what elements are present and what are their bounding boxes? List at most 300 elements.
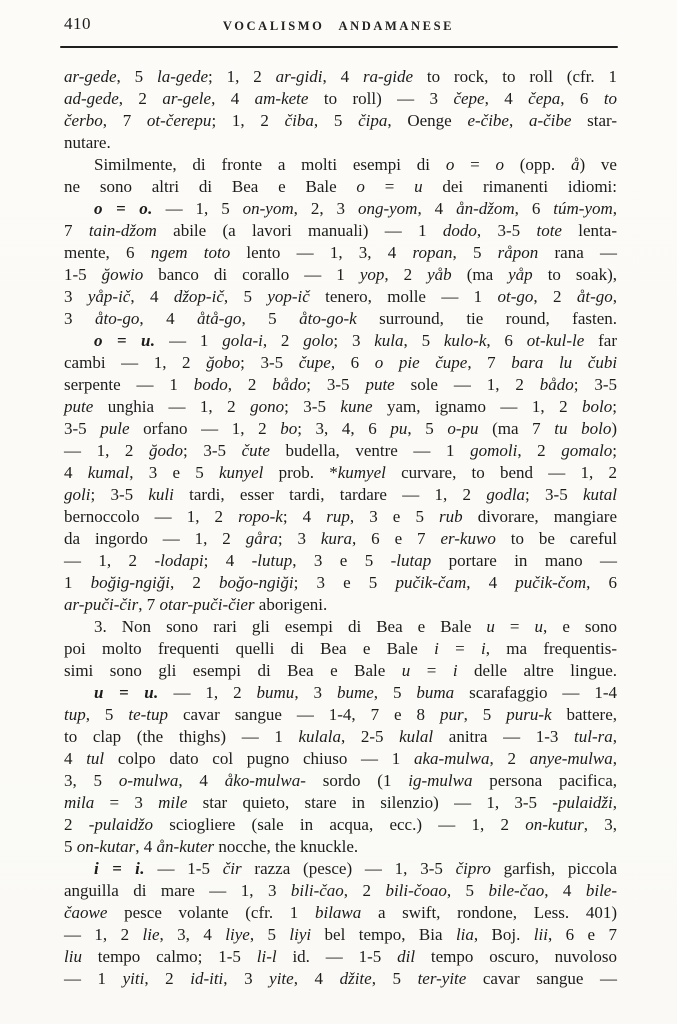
text-run: , 4 [417, 199, 457, 218]
text-run: = [438, 639, 482, 658]
text-run: scarafaggio — 1-4 [454, 683, 617, 702]
text-run: 3 [64, 287, 88, 306]
text-run: , 6 e 7 [352, 529, 441, 548]
native-term: liye [225, 925, 250, 944]
native-term: dil [397, 947, 416, 966]
text-run: — 1, 5 [152, 199, 243, 218]
text-run: to soak), [532, 265, 618, 284]
native-term: ar-gele [162, 89, 212, 108]
text-line [64, 352, 617, 374]
text-run: 1-5 [64, 265, 102, 284]
text-run: lento — 1, 3, 4 [230, 243, 413, 262]
text-run: star- [571, 111, 618, 130]
native-term: ån-kuter [156, 837, 215, 856]
text-run: ; 3-5 [90, 485, 149, 504]
native-term: džop-ič [173, 287, 224, 306]
text-run: tardi, esser tardi, tardare — 1, 2 [173, 485, 487, 504]
text-line [64, 220, 617, 242]
text-line [64, 814, 617, 836]
text-run: sciogliere (sale in acqua, ecc.) — 1, 2 [152, 815, 526, 834]
native-term: yåb [427, 265, 452, 284]
text-run: , 2, 3 [293, 199, 358, 218]
text-line [64, 660, 617, 682]
native-term: yop-ič [267, 287, 310, 306]
native-term: yop [359, 265, 385, 284]
text-run: , 5 [407, 419, 448, 438]
native-term: ngem toto [150, 243, 231, 262]
native-term: ot-kul-le [526, 331, 585, 350]
text-line [64, 682, 617, 704]
text-run: , 3 e 5 [129, 463, 219, 482]
text-run: , 6 [560, 89, 604, 108]
text-run: , 5 [116, 67, 158, 86]
native-term: čupe [298, 353, 331, 372]
native-term: pur [439, 705, 464, 724]
text-run: da ingordo — 1, 2 [64, 529, 246, 548]
text-run: to be careful [495, 529, 617, 548]
text-line [64, 748, 617, 770]
text-run: nutare. [64, 133, 111, 152]
text-run: cambi — 1, 2 [64, 353, 207, 372]
text-run: surround, tie round, fasten. [356, 309, 618, 328]
native-term: dodo [442, 221, 477, 240]
native-term: bådo [539, 375, 574, 394]
text-run: ; 1, 2 [208, 67, 276, 86]
native-term: čir [222, 859, 242, 878]
text-run: orfano — 1, 2 [129, 419, 281, 438]
native-term: džite [339, 969, 372, 988]
text-run: Similmente, di fronte a molti esempi di [94, 155, 446, 174]
native-term: ar-gede [64, 67, 117, 86]
native-term: kura [320, 529, 353, 548]
text-line [64, 792, 617, 814]
text-run: ne sono altri di Bea e Bale [64, 177, 357, 196]
native-term: ra-gide [362, 67, 413, 86]
text-run: 4 [64, 749, 87, 768]
native-term: godla [486, 485, 526, 504]
text-run: divorare, mangiare [462, 507, 617, 526]
text-run: banco di corallo — 1 [143, 265, 360, 284]
text-run: = 3 [94, 793, 159, 812]
text-run: lenta- [561, 221, 617, 240]
text-run: , 4 [135, 837, 157, 856]
text-run: , 5 [446, 881, 489, 900]
native-term: bilawa [314, 903, 362, 922]
native-term: ar-puči-čir [64, 595, 139, 614]
text-run: , e sono [543, 617, 618, 636]
text-run: , 3 [223, 969, 270, 988]
native-term: pute [365, 375, 395, 394]
text-run: , 5 [463, 705, 507, 724]
native-term: pučik-čam [395, 573, 467, 592]
text-run: serpente — 1 [64, 375, 194, 394]
text-run: yam, ignamo — 1, 2 [372, 397, 583, 416]
text-line [64, 594, 617, 616]
text-run: , 6 [514, 199, 554, 218]
text-run: 3. Non sono rari gli esempi di Bea e Bale [94, 617, 487, 636]
native-term: pučik-čom [515, 573, 587, 592]
text-run: , 2 [517, 441, 562, 460]
text-run: — 1, 2 [64, 551, 155, 570]
text-line [64, 308, 617, 330]
native-term: u [486, 617, 495, 636]
text-run: ; 4 [282, 507, 327, 526]
text-run: — 1, 2 [64, 441, 150, 460]
native-term: bumu [256, 683, 295, 702]
text-run: poi molto frequenti quelli di Bea e Bale [64, 639, 435, 658]
native-term: lii [533, 925, 548, 944]
native-term: ad-gede [64, 89, 119, 108]
text-run: to rock, to roll (cfr. 1 [412, 67, 618, 86]
text-run: , 5 [452, 243, 498, 262]
text-run: = [494, 617, 535, 636]
native-term: mile [158, 793, 188, 812]
native-term: pute [64, 397, 94, 416]
text-run: ; [612, 397, 617, 416]
text-run: , 2 [227, 375, 273, 394]
native-term: -lutap [390, 551, 432, 570]
text-run: ; 3 [333, 331, 375, 350]
native-term: -pulaidžo [88, 815, 153, 834]
text-run: anguilla di mare — 1, 3 [64, 881, 291, 900]
text-run: pesce volante (cfr. 1 [107, 903, 315, 922]
text-run: , 4 [484, 89, 529, 108]
text-line [64, 264, 617, 286]
text-run: , [612, 749, 617, 768]
native-term: čiba [284, 111, 314, 130]
native-term: bili-čoao [385, 881, 447, 900]
text-line [64, 528, 617, 550]
native-term: yiti [122, 969, 145, 988]
text-run: , 3-5 [476, 221, 537, 240]
text-run: curvare, to bend — 1, 2 [385, 463, 617, 482]
text-run: far [584, 331, 617, 350]
text-run: , Boj. [473, 925, 534, 944]
correspondence-heading: i = i. [94, 859, 145, 878]
text-run: , 3 [294, 683, 337, 702]
native-term: a-čibe [528, 111, 572, 130]
text-run: 3 [64, 309, 95, 328]
text-run: = [454, 155, 496, 174]
native-term: on-kutur [525, 815, 584, 834]
text-line [64, 88, 617, 110]
text-run: anitra — 1-3 [433, 727, 575, 746]
native-term: ot-go [497, 287, 534, 306]
native-term: čepe [453, 89, 485, 108]
text-run: ; 3-5 [525, 485, 583, 504]
native-term: puru-k [506, 705, 552, 724]
text-run: (ma [451, 265, 509, 284]
text-run: , 7 [102, 111, 147, 130]
text-run: , 2-5 [340, 727, 400, 746]
text-run: , 4 [322, 67, 363, 86]
native-term: bume [336, 683, 374, 702]
native-term: -lutup [251, 551, 293, 570]
page-number: 410 [64, 14, 91, 33]
text-line [64, 110, 617, 132]
text-line [64, 66, 617, 88]
native-term: čaowe [64, 903, 108, 922]
native-term: čipa [358, 111, 388, 130]
native-term: boğo-ngiği [219, 573, 294, 592]
text-line [64, 946, 617, 968]
native-term: la-gede [157, 67, 208, 86]
native-term: yåp [508, 265, 533, 284]
text-run: , 5 [85, 705, 129, 724]
native-term: u [401, 661, 411, 680]
native-term: ğodo [149, 441, 184, 460]
text-line [64, 506, 617, 528]
text-run: , 4 [466, 573, 516, 592]
text-run: , 4 [293, 969, 340, 988]
text-run: a swift, rondone, Less. 401) [361, 903, 617, 922]
text-line [64, 484, 617, 506]
text-run: , 2 [169, 573, 220, 592]
native-term: čute [241, 441, 270, 460]
page-body [64, 66, 617, 990]
text-run: star quieto, stare in silenzio) — 1, 3-5 [187, 793, 553, 812]
text-run: garfish, piccola [490, 859, 618, 878]
native-term: gola-i [222, 331, 263, 350]
native-term: bådo [272, 375, 307, 394]
text-run: 1 [64, 573, 91, 592]
native-term: anye-mulwa [529, 749, 613, 768]
text-run: 7 [64, 221, 89, 240]
text-run: , 4 [139, 309, 198, 328]
native-term: bile- [585, 881, 618, 900]
text-line [64, 462, 617, 484]
native-term: kunyel [219, 463, 264, 482]
text-run: , 5 [403, 331, 444, 350]
text-run: delle altre lingue. [457, 661, 617, 680]
native-term: ig-mulwa [408, 771, 473, 790]
text-run: 4 [64, 463, 88, 482]
native-term: id-iti [190, 969, 224, 988]
text-run: ; 4 [203, 551, 252, 570]
text-line [64, 770, 617, 792]
text-run: ; 3-5 [284, 397, 341, 416]
text-run: ; 3, 4, 6 [297, 419, 391, 438]
text-run: (ma 7 [478, 419, 555, 438]
native-term: tu bolo [554, 419, 612, 438]
text-run: , 2 [489, 749, 530, 768]
text-run: , 5 [373, 683, 417, 702]
native-term: ğobo [206, 353, 241, 372]
text-run: bernoccolo — 1, 2 [64, 507, 239, 526]
text-run: bel tempo, Bia [311, 925, 456, 944]
text-run: battere, [551, 705, 617, 724]
text-run: , 6 [486, 331, 527, 350]
text-run: prob. * [263, 463, 338, 482]
native-term: kulala [298, 727, 341, 746]
text-line [64, 726, 617, 748]
native-term: ot-čerepu [146, 111, 212, 130]
text-run: 2 [64, 815, 89, 834]
text-run: , 5 [223, 287, 268, 306]
text-run: , Oenge [387, 111, 468, 130]
text-run: simi sono gli esempi di Bea e Bale [64, 661, 402, 680]
native-term: ån-džom [456, 199, 515, 218]
native-term: golo [303, 331, 334, 350]
text-run: cavar sangue — [466, 969, 618, 988]
text-run: dei rimanenti idiomi: [422, 177, 617, 196]
native-term: te-tup [128, 705, 169, 724]
text-run: ; 3-5 [573, 375, 618, 394]
native-term: bara lu čubi [511, 353, 618, 372]
text-run: , 3 e 5 [349, 507, 440, 526]
native-term: -pulaidži [552, 793, 613, 812]
text-line [64, 968, 617, 990]
text-run: , 3, 4 [159, 925, 226, 944]
text-run: , ma frequentis- [485, 639, 617, 658]
text-run: , 5 [371, 969, 418, 988]
text-run: persona pacifica, [472, 771, 617, 790]
native-term: ropan [412, 243, 453, 262]
native-term: yåp-ič [87, 287, 131, 306]
text-run: mente, 6 [64, 243, 151, 262]
native-term: mila [64, 793, 95, 812]
correspondence-heading: o = o. [94, 199, 153, 218]
native-term: gomoli [470, 441, 518, 460]
native-term: ropo-k [238, 507, 283, 526]
native-term: kumyel [337, 463, 386, 482]
native-term: bodo [193, 375, 228, 394]
text-run: 3, 5 [64, 771, 119, 790]
text-run: , [612, 287, 618, 306]
text-line [64, 418, 617, 440]
text-line [64, 132, 617, 154]
text-run: to roll) — 3 [308, 89, 454, 108]
text-line [64, 858, 617, 880]
native-term: bili-čao [290, 881, 344, 900]
text-run: , 6 e 7 [547, 925, 618, 944]
native-term: tul-ra [574, 727, 613, 746]
text-run: ; 3-5 [240, 353, 299, 372]
text-line [64, 550, 617, 572]
text-run: — 1 [155, 331, 223, 350]
text-run: aborigeni. [254, 595, 328, 614]
native-term: i [434, 639, 439, 658]
text-run: , 3, [583, 815, 618, 834]
text-run: , 4 [211, 89, 255, 108]
text-line [64, 330, 617, 352]
correspondence-heading: o = u. [94, 331, 156, 350]
native-term: on-yom [242, 199, 294, 218]
text-run: sole — 1, 2 [394, 375, 540, 394]
text-run: , [612, 727, 617, 746]
text-run: , 5 [241, 309, 300, 328]
native-term: kulo-k [443, 331, 487, 350]
text-run: to clap (the thighs) — 1 [64, 727, 299, 746]
native-term: liyi [289, 925, 312, 944]
native-term: lia [455, 925, 474, 944]
text-run: , 6 [586, 573, 617, 592]
native-term: goli [64, 485, 91, 504]
text-run: , 4 [130, 287, 174, 306]
native-term: pu [390, 419, 408, 438]
text-run: , 2 [262, 331, 304, 350]
text-line [64, 880, 617, 902]
text-run: (opp. [503, 155, 571, 174]
native-term: råpon [497, 243, 539, 262]
native-term: ar-gidi [275, 67, 323, 86]
native-term: ğowio [101, 265, 144, 284]
native-term: rup [326, 507, 350, 526]
native-term: tain-džom [88, 221, 157, 240]
text-run: — 1 [64, 969, 123, 988]
native-term: bo [280, 419, 298, 438]
native-term: to [603, 89, 618, 108]
text-run: ) [611, 419, 617, 438]
native-term: am-kete [254, 89, 309, 108]
native-term: e-čibe [467, 111, 509, 130]
native-term: kumal [87, 463, 130, 482]
text-line [64, 836, 617, 858]
native-term: ong-yom [357, 199, 418, 218]
text-run: , 2 [118, 89, 163, 108]
text-run: = [410, 661, 453, 680]
native-term: u [534, 617, 544, 636]
native-term: kutal [582, 485, 617, 504]
native-term: gåra [245, 529, 278, 548]
text-run: , 3 e 5 [292, 551, 391, 570]
text-run: budella, ventre — 1 [269, 441, 471, 460]
native-term: i [452, 661, 458, 680]
native-term: liu [64, 947, 82, 966]
text-run: sordo (1 [305, 771, 409, 790]
native-term: tul [86, 749, 105, 768]
text-run: tempo oscuro, nuvoloso [415, 947, 617, 966]
native-term: li-l [256, 947, 277, 966]
text-run: , 7 [467, 353, 512, 372]
text-run: abile (a lavori manuali) — 1 [156, 221, 443, 240]
native-term: o [445, 155, 455, 174]
text-run: , 5 [249, 925, 290, 944]
native-term: tote [536, 221, 562, 240]
native-term: kula [374, 331, 404, 350]
text-run: , 5 [313, 111, 359, 130]
text-line [64, 176, 617, 198]
text-run: , 6 [330, 353, 375, 372]
native-term: pule [100, 419, 130, 438]
native-term: o pie čupe [374, 353, 468, 372]
native-term: åtå-go [197, 309, 242, 328]
native-term: buma [416, 683, 455, 702]
text-run: tenero, molle — 1 [309, 287, 498, 306]
page-header [0, 0, 677, 40]
native-term: ter-yite [417, 969, 467, 988]
text-line [64, 198, 617, 220]
native-term: åto-go-k [299, 309, 357, 328]
native-term: kune [340, 397, 373, 416]
native-term: åto-go [94, 309, 140, 328]
text-run: , [508, 111, 529, 130]
native-term: kulal [399, 727, 434, 746]
text-line [64, 440, 617, 462]
text-run: ; 3-5 [183, 441, 242, 460]
running-title: VOCALISMO ANDAMANESE [222, 19, 455, 33]
text-run: rana — [538, 243, 617, 262]
native-term: i [481, 639, 486, 658]
native-term: gomalo [561, 441, 613, 460]
native-term: o [356, 177, 365, 196]
correspondence-heading: u = u. [94, 683, 159, 702]
text-run: — 1, 2 [158, 683, 257, 702]
text-run: , [612, 793, 617, 812]
text-line [64, 286, 617, 308]
native-term: čipro [455, 859, 491, 878]
text-line [64, 396, 617, 418]
